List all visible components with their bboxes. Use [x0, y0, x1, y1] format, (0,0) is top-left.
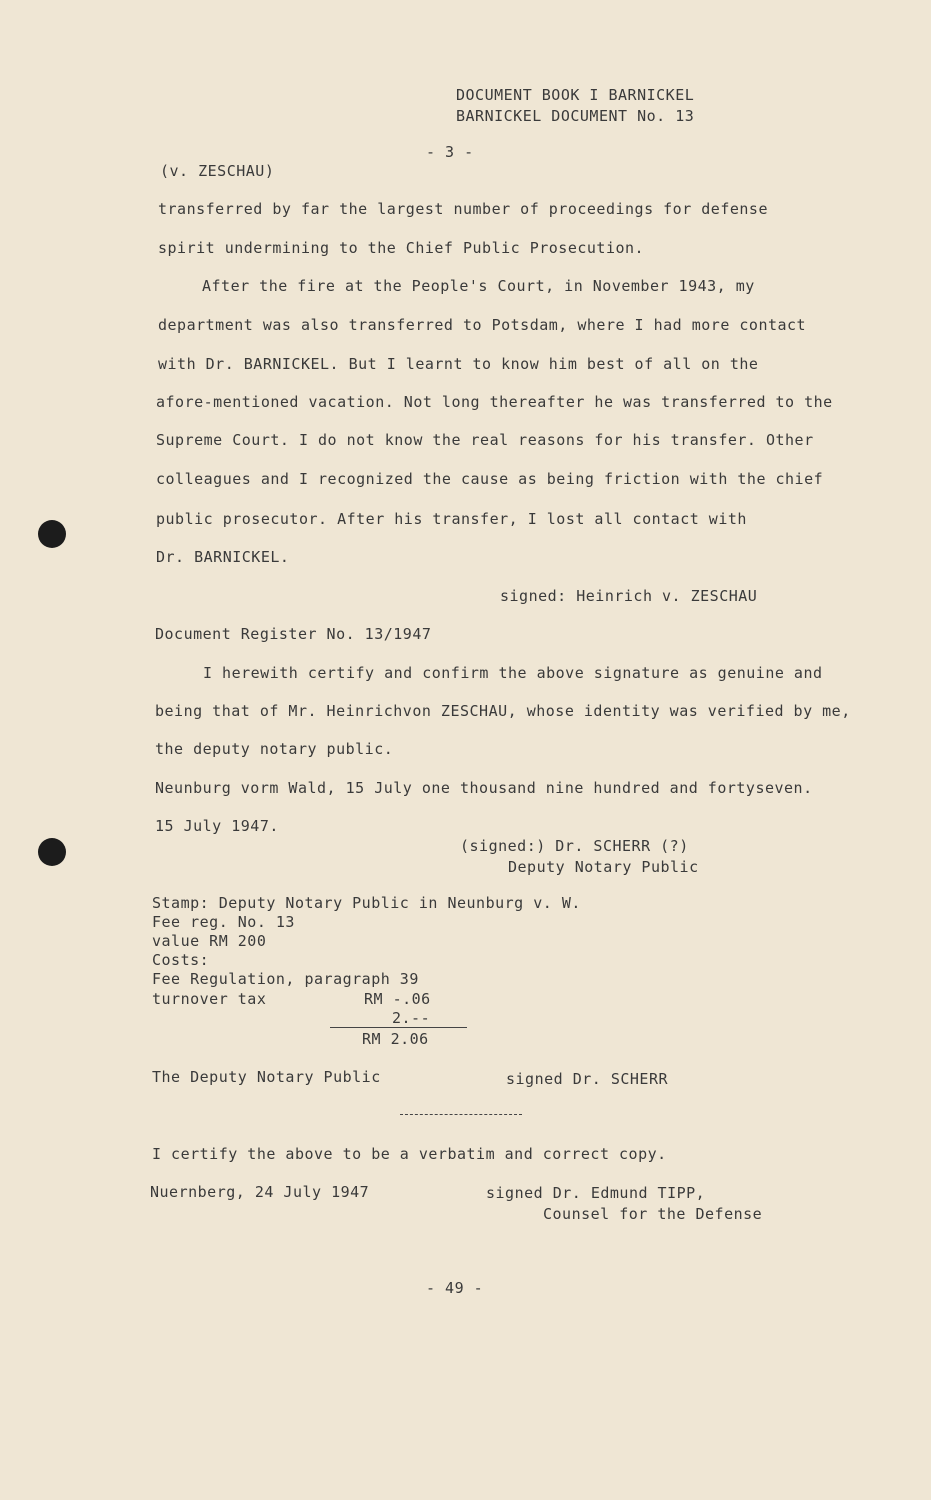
- document-register: Document Register No. 13/1947: [155, 625, 432, 643]
- certification-line: being that of Mr. Heinrichvon ZESCHAU, whose identity was verified by me,: [155, 702, 851, 720]
- sum-rule: [330, 1027, 467, 1028]
- notary-title: Deputy Notary Public: [508, 858, 699, 876]
- amount-fee: 2.--: [392, 1009, 431, 1027]
- body-line: spirit undermining to the Chief Public Prosecution.: [158, 239, 645, 257]
- body-line: Supreme Court. I do not know the real reasons for his transfer. Other: [156, 431, 814, 449]
- certification-line: I herewith certify and confirm the above signature as genuine and: [203, 664, 823, 682]
- certification-date: 15 July 1947.: [155, 817, 279, 835]
- notary-footer-signature: signed Dr. SCHERR: [506, 1070, 669, 1088]
- stamp-line: Stamp: Deputy Notary Public in Neunburg v. W.: [152, 894, 581, 912]
- stamp-line: value RM 200: [152, 932, 267, 950]
- notary-signature: (signed:) Dr. SCHERR (?): [460, 837, 689, 855]
- amount-total: RM 2.06: [362, 1030, 429, 1048]
- stamp-line: Costs:: [152, 951, 210, 969]
- page-number: - 49 -: [426, 1279, 484, 1297]
- header-book: DOCUMENT BOOK I BARNICKEL: [456, 86, 695, 104]
- body-line: After the fire at the People's Court, in November 1943, my: [202, 277, 755, 295]
- stamp-line: Fee Regulation, paragraph 39: [152, 970, 419, 988]
- body-line: Dr. BARNICKEL.: [156, 548, 290, 566]
- body-line: department was also transferred to Potsdam, where I had more contact: [158, 316, 807, 334]
- body-line: colleagues and I recognized the cause as being friction with the chief: [156, 470, 824, 488]
- section-divider: [400, 1114, 522, 1115]
- counsel-title: Counsel for the Defense: [543, 1205, 763, 1223]
- copy-certification: I certify the above to be a verbatim and correct copy.: [152, 1145, 667, 1163]
- punch-hole: [38, 838, 66, 866]
- body-line: transferred by far the largest number of proceedings for defense: [158, 200, 768, 218]
- header-document-number: BARNICKEL DOCUMENT No. 13: [456, 107, 695, 125]
- turnover-tax-label: turnover tax: [152, 990, 267, 1008]
- counsel-signature: signed Dr. Edmund TIPP,: [486, 1184, 706, 1202]
- body-line: with Dr. BARNICKEL. But I learnt to know him best of all on the: [158, 355, 759, 373]
- amount-tax: RM -.06: [364, 990, 431, 1008]
- body-line: afore-mentioned vacation. Not long thereafter he was transferred to the: [156, 393, 833, 411]
- page-marker: - 3 -: [426, 143, 474, 161]
- punch-hole: [38, 520, 66, 548]
- certification-line: Neunburg vorm Wald, 15 July one thousand nine hundred and fortyseven.: [155, 779, 813, 797]
- certification-line: the deputy notary public.: [155, 740, 394, 758]
- stamp-line: Fee reg. No. 13: [152, 913, 295, 931]
- speaker-label: (v. ZESCHAU): [160, 162, 275, 180]
- witness-signature: signed: Heinrich v. ZESCHAU: [500, 587, 758, 605]
- copy-place-date: Nuernberg, 24 July 1947: [150, 1183, 370, 1201]
- body-line: public prosecutor. After his transfer, I lost all contact with: [156, 510, 747, 528]
- notary-footer-label: The Deputy Notary Public: [152, 1068, 381, 1086]
